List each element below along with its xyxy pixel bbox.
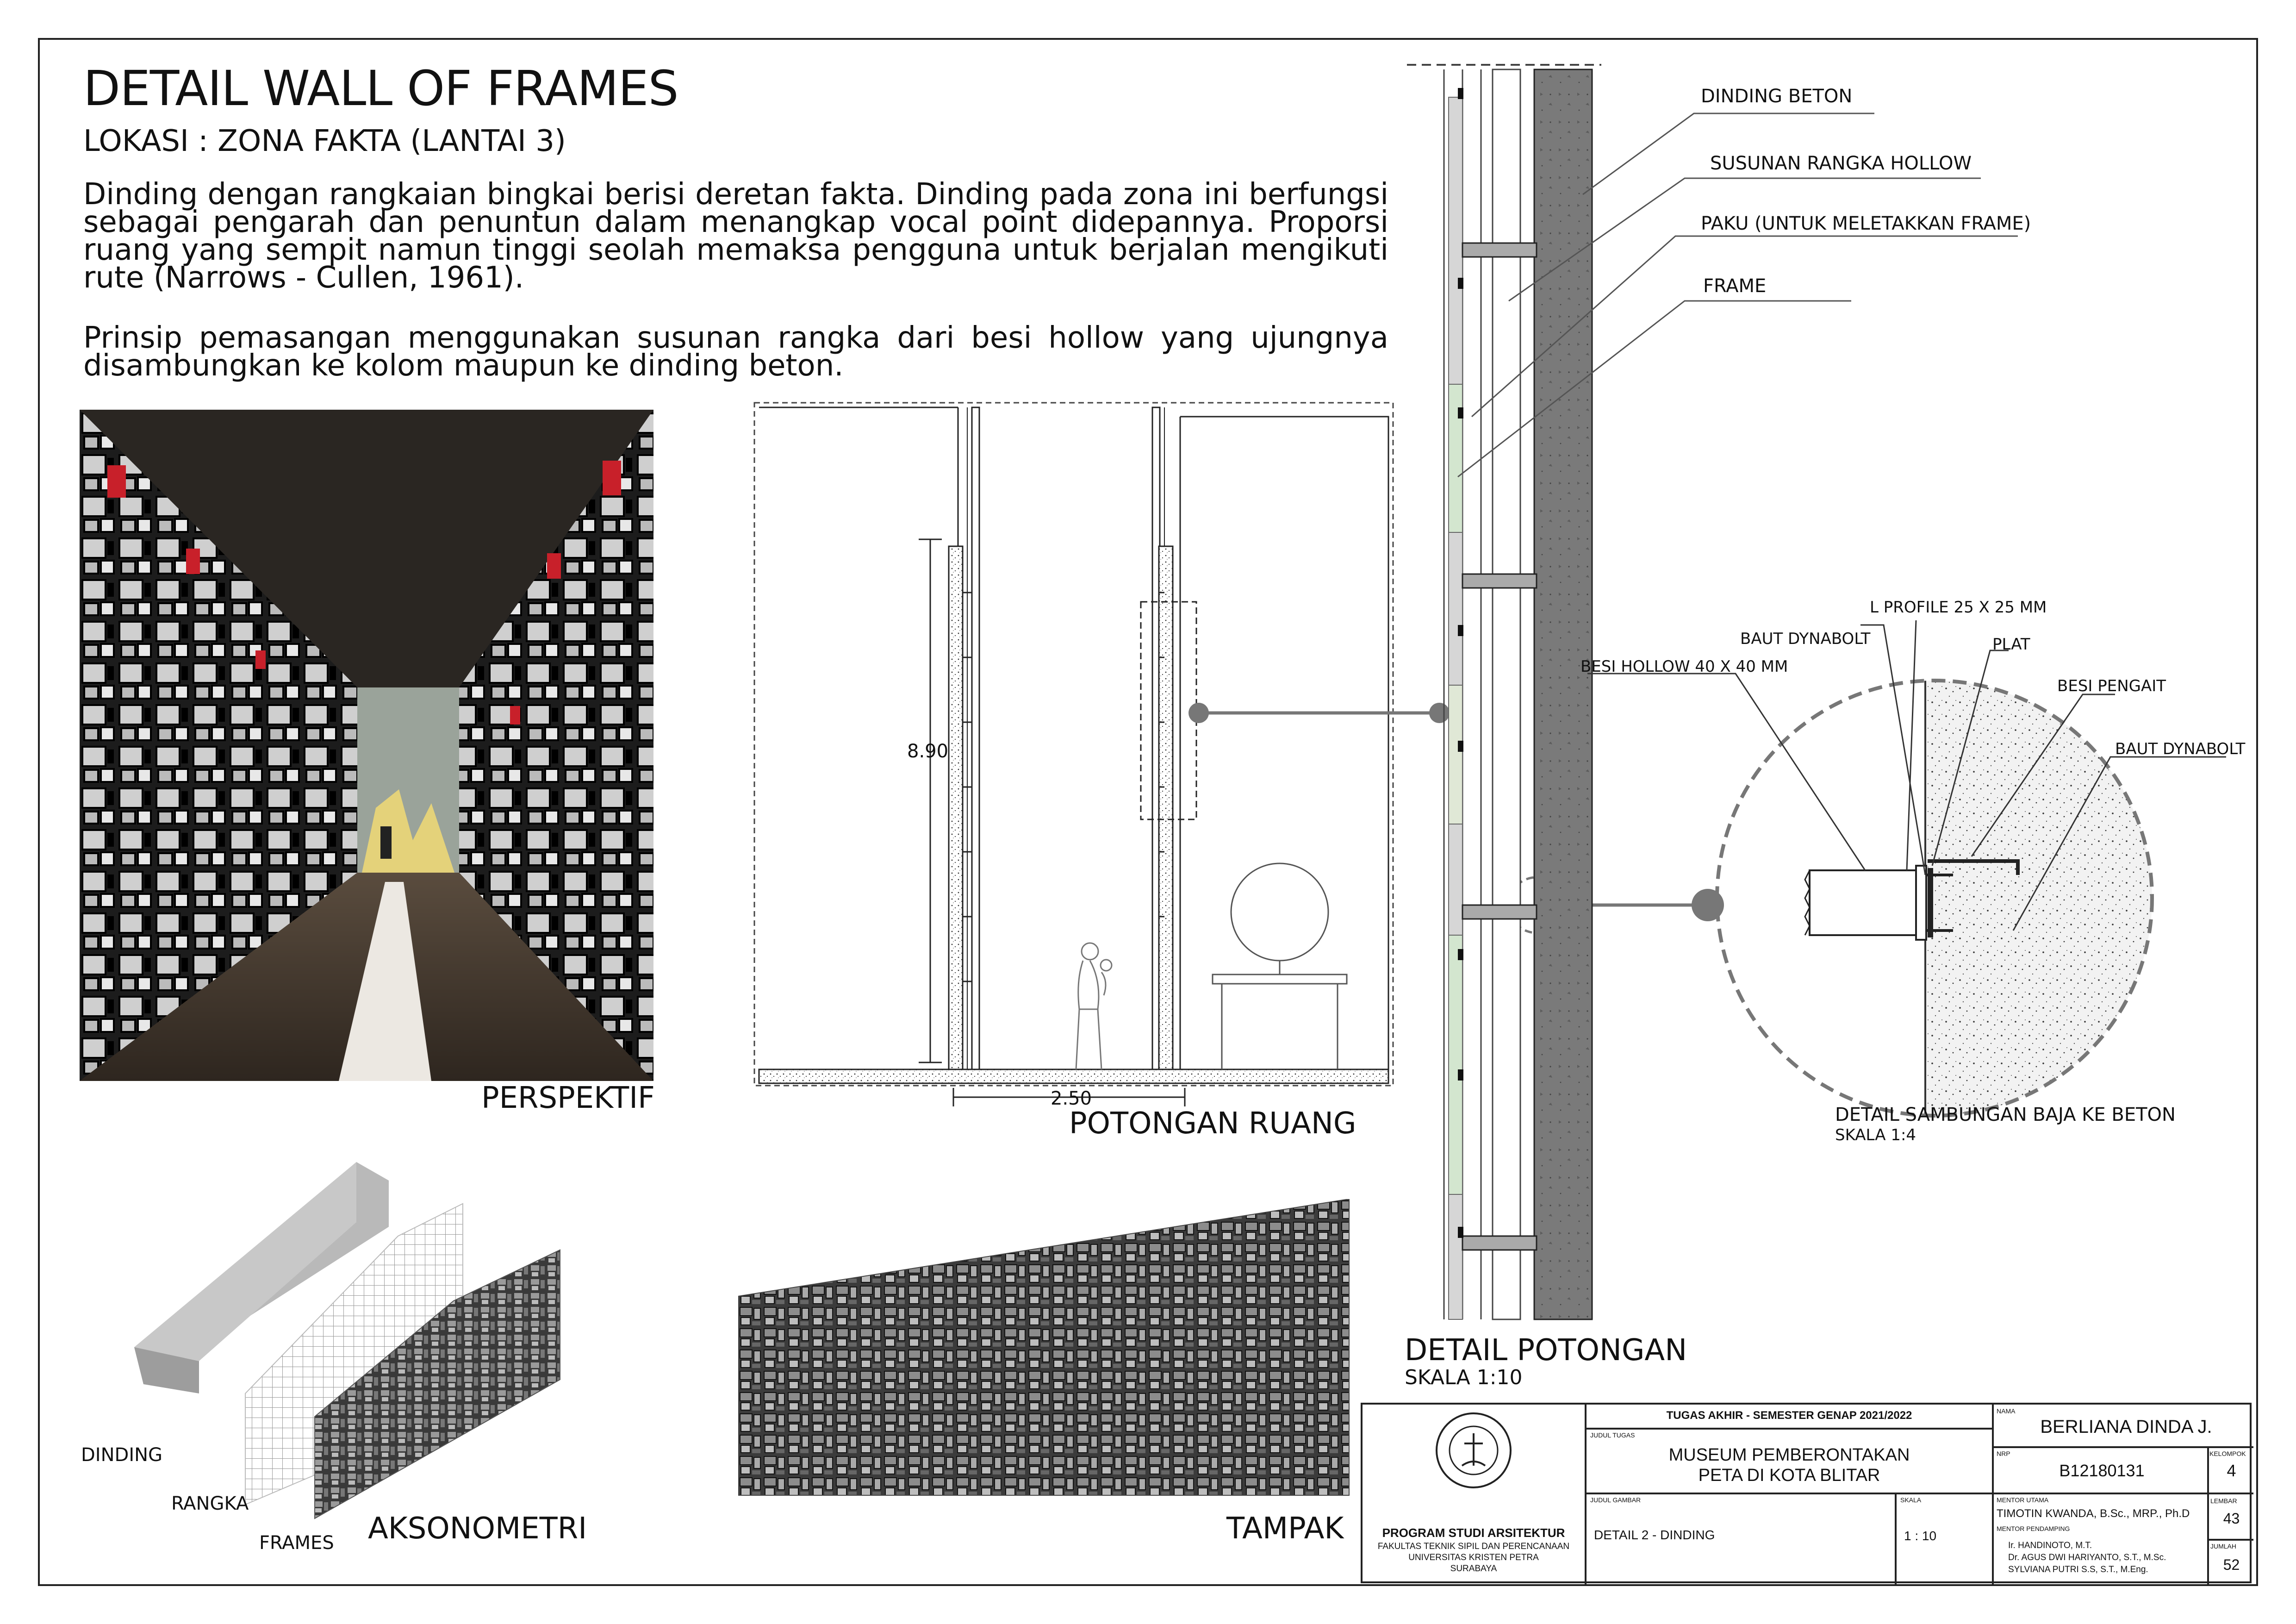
nama-label: NAMA — [1997, 1407, 2016, 1415]
callout-besi-pengait: BESI PENGAIT — [2057, 677, 2166, 695]
axonometry-layer-rangka: RANGKA — [171, 1493, 249, 1514]
callout-l-profile: L PROFILE 25 X 25 MM — [1870, 598, 2047, 617]
faculty-name: FAKULTAS TEKNIK SIPIL DAN PERENCANAAN — [1377, 1542, 1570, 1551]
callout-rangka-hollow: SUSUNAN RANGKA HOLLOW — [1710, 153, 1972, 174]
axonometry-layer-dinding: DINDING — [81, 1444, 163, 1466]
detail-section-label: DETAIL POTONGAN — [1405, 1333, 1687, 1368]
seal-lettering — [1439, 1407, 1446, 1408]
project-title-line-1: MUSEUM PEMBERONTAKAN — [1668, 1445, 1910, 1465]
nrp-label: NRP — [1997, 1450, 2010, 1457]
callout-baut-dynabolt-2: BAUT DYNABOLT — [2115, 740, 2246, 758]
axonometry-label: AKSONOMETRI — [368, 1512, 587, 1546]
kelompok-label: KELOMPOK — [2209, 1450, 2246, 1457]
mentor-utama: TIMOTIN KWANDA, B.Sc., MRP., Ph.D — [1997, 1507, 2190, 1520]
mentor-utama-label: MENTOR UTAMA — [1997, 1496, 2049, 1504]
mentor-pendamping-3: SYLVIANA PUTRI S.S, S.T., M.Eng. — [2008, 1565, 2148, 1574]
kelompok-value: 4 — [2227, 1461, 2236, 1480]
callout-baut-dynabolt-1: BAUT DYNABOLT — [1740, 630, 1871, 648]
callout-plat: PLAT — [1992, 635, 2030, 654]
title-block — [1361, 1403, 2252, 1583]
perspective-label: PERSPEKTIF — [481, 1081, 655, 1115]
description-paragraph-2: Prinsip pemasangan menggunakan susunan rangka dari besi hollow yang ujungnya disambungkan ke kolom maupun ke dinding beton. — [83, 321, 1388, 383]
detail-section-scale: SKALA 1:10 — [1405, 1366, 1523, 1389]
jumlah-label: JUMLAH — [2210, 1543, 2237, 1550]
elevation-drawing — [738, 1199, 1354, 1502]
drawing-title: DETAIL 2 - DINDING — [1594, 1528, 1715, 1542]
skala-label: SKALA — [1900, 1496, 1922, 1504]
page-title: DETAIL WALL OF FRAMES — [83, 60, 678, 117]
student-nrp: B12180131 — [2059, 1461, 2145, 1480]
jumlah-value: 52 — [2223, 1556, 2240, 1573]
university-seal-icon — [1434, 1411, 1513, 1490]
elevation-label: TAMPAK — [1226, 1512, 1344, 1546]
lembar-value: 43 — [2223, 1510, 2240, 1527]
judul-gambar-label: JUDUL GAMBAR — [1590, 1496, 1641, 1504]
program-name: PROGRAM STUDI ARSITEKTUR — [1382, 1526, 1565, 1540]
student-name: BERLIANA DINDA J. — [2040, 1417, 2212, 1437]
title-block-header: TUGAS AKHIR - SEMESTER GENAP 2021/2022 — [1666, 1409, 1912, 1422]
callout-besi-hollow: BESI HOLLOW 40 X 40 MM — [1580, 657, 1788, 676]
city-name: SURABAYA — [1450, 1564, 1497, 1574]
callout-dinding-beton: DINDING BETON — [1701, 86, 1853, 107]
description-paragraph-1: Dinding dengan rangkaian bingkai berisi deretan fakta. Dinding pada zona ini berfungsi sebagai pengarah dan penuntun dalam menangkap vocal point didepannya. Proporsi ruang yang sempit namun tinggi seolah memaksa pengguna untuk berjalan mengikuti rute (Narrows - Cullen, 1961). — [83, 177, 1388, 295]
joint-detail-scale: SKALA 1:4 — [1835, 1126, 1916, 1144]
drawing-scale: 1 : 10 — [1904, 1529, 1937, 1543]
location-subtitle: LOKASI : ZONA FAKTA (LANTAI 3) — [83, 124, 566, 158]
callout-paku: PAKU (UNTUK MELETAKKAN FRAME) — [1701, 213, 2031, 234]
room-section-label: POTONGAN RUANG — [1069, 1106, 1356, 1141]
room-height-dimension: 8.90 — [907, 741, 949, 762]
callout-frame: FRAME — [1703, 275, 1767, 297]
axonometry-drawing — [130, 1153, 569, 1548]
lembar-label: LEMBAR — [2210, 1497, 2237, 1505]
axonometry-layer-frames: FRAMES — [259, 1532, 334, 1554]
mentor-pendamping-label: MENTOR PENDAMPING — [1997, 1525, 2070, 1532]
project-title-line-2: PETA DI KOTA BLITAR — [1698, 1466, 1880, 1485]
judul-tugas-label: JUDUL TUGAS — [1590, 1431, 1635, 1439]
room-width-dimension: 2.50 — [1051, 1088, 1092, 1109]
mentor-pendamping-1: Ir. HANDINOTO, M.T. — [2008, 1541, 2092, 1550]
joint-detail-label: DETAIL SAMBUNGAN BAJA KE BETON — [1835, 1104, 2176, 1125]
mentor-pendamping-2: Dr. AGUS DWI HARIYANTO, S.T., M.Sc. — [2008, 1553, 2166, 1562]
university-name: UNIVERSITAS KRISTEN PETRA — [1408, 1553, 1539, 1562]
